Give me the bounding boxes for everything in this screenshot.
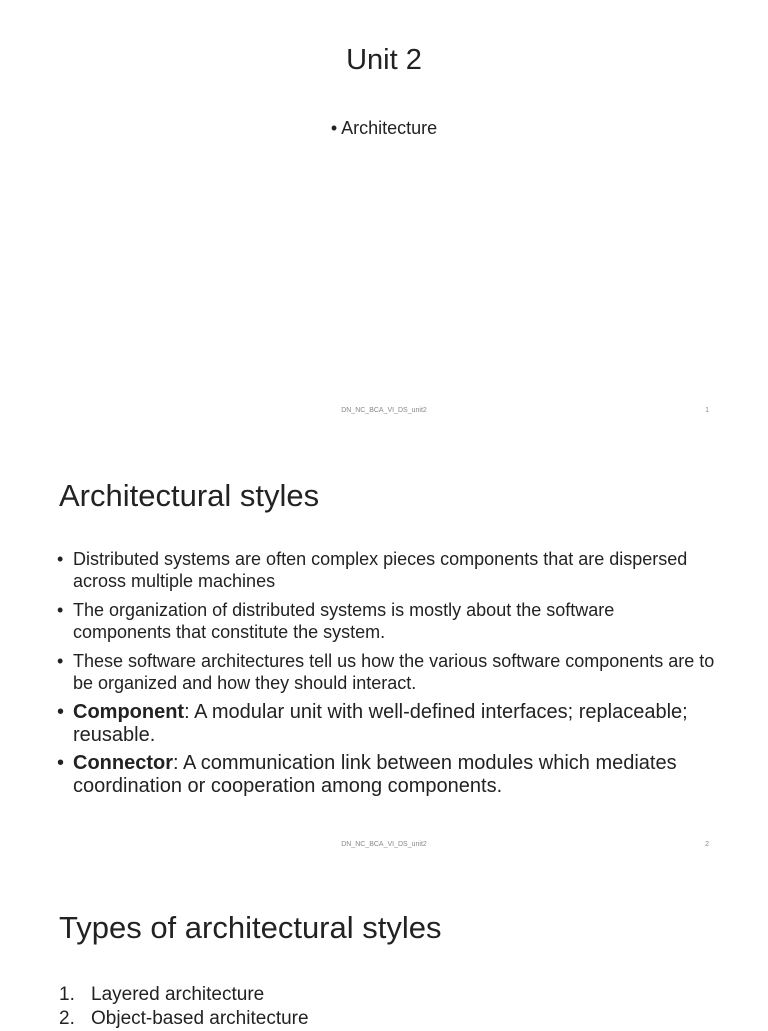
definition-term: Connector bbox=[73, 752, 173, 774]
bullet-text: These software architectures tell us how the various software components are to be organized and how they should interact. bbox=[73, 651, 715, 693]
bullet-text: Distributed systems are often complex pieces components that are dispersed across multiple machines bbox=[73, 549, 688, 591]
slide-title: Unit 2 bbox=[346, 44, 422, 76]
list-item bbox=[59, 1007, 309, 1031]
list-number: 1. bbox=[59, 984, 75, 1005]
bullet-list bbox=[57, 548, 717, 803]
bullet-item: • These software architectures tell us how the various software components are to be organized and how they should interact. bbox=[57, 651, 715, 693]
slide-1 bbox=[0, 0, 768, 434]
definition-text: : A modular unit with well-defined interfaces; replaceable; reusable. bbox=[73, 701, 688, 746]
bullet-item: • Architecture bbox=[330, 118, 438, 138]
list-number: 2. bbox=[59, 1008, 75, 1029]
bullet-item: • The organization of distributed systems is mostly about the software components that constitute the system. bbox=[57, 600, 615, 642]
slide-footer: DN_NC_BCA_VI_DS_unit2 bbox=[341, 841, 427, 848]
slide-footer: DN_NC_BCA_VI_DS_unit2 bbox=[341, 407, 427, 414]
bullet-item: • Distributed systems are often complex pieces components that are dispersed across multiple machines bbox=[57, 549, 688, 591]
definition-text: : A communication link between modules which mediates coordination or cooperation among components. bbox=[73, 752, 677, 797]
page-number: 2 bbox=[705, 841, 709, 848]
definition-term: Component bbox=[73, 701, 185, 723]
list-text: Layered architecture bbox=[91, 984, 265, 1005]
list-text: Object-based architecture bbox=[91, 1008, 309, 1029]
bullet-text: Architecture bbox=[341, 118, 438, 138]
list-item bbox=[59, 983, 309, 1007]
page-number: 1 bbox=[705, 407, 709, 414]
slide-title: Architectural styles bbox=[59, 478, 320, 513]
definition-item: • Connector: A communication link between modules which mediates coordination or cooperation among components. bbox=[57, 752, 677, 797]
bullet-text: The organization of distributed systems is mostly about the software components that constitute the system. bbox=[73, 600, 615, 642]
slide-title: Types of architectural styles bbox=[59, 910, 442, 945]
definition-item: • Component: A modular unit with well-defined interfaces; replaceable; reusable. bbox=[57, 701, 688, 746]
